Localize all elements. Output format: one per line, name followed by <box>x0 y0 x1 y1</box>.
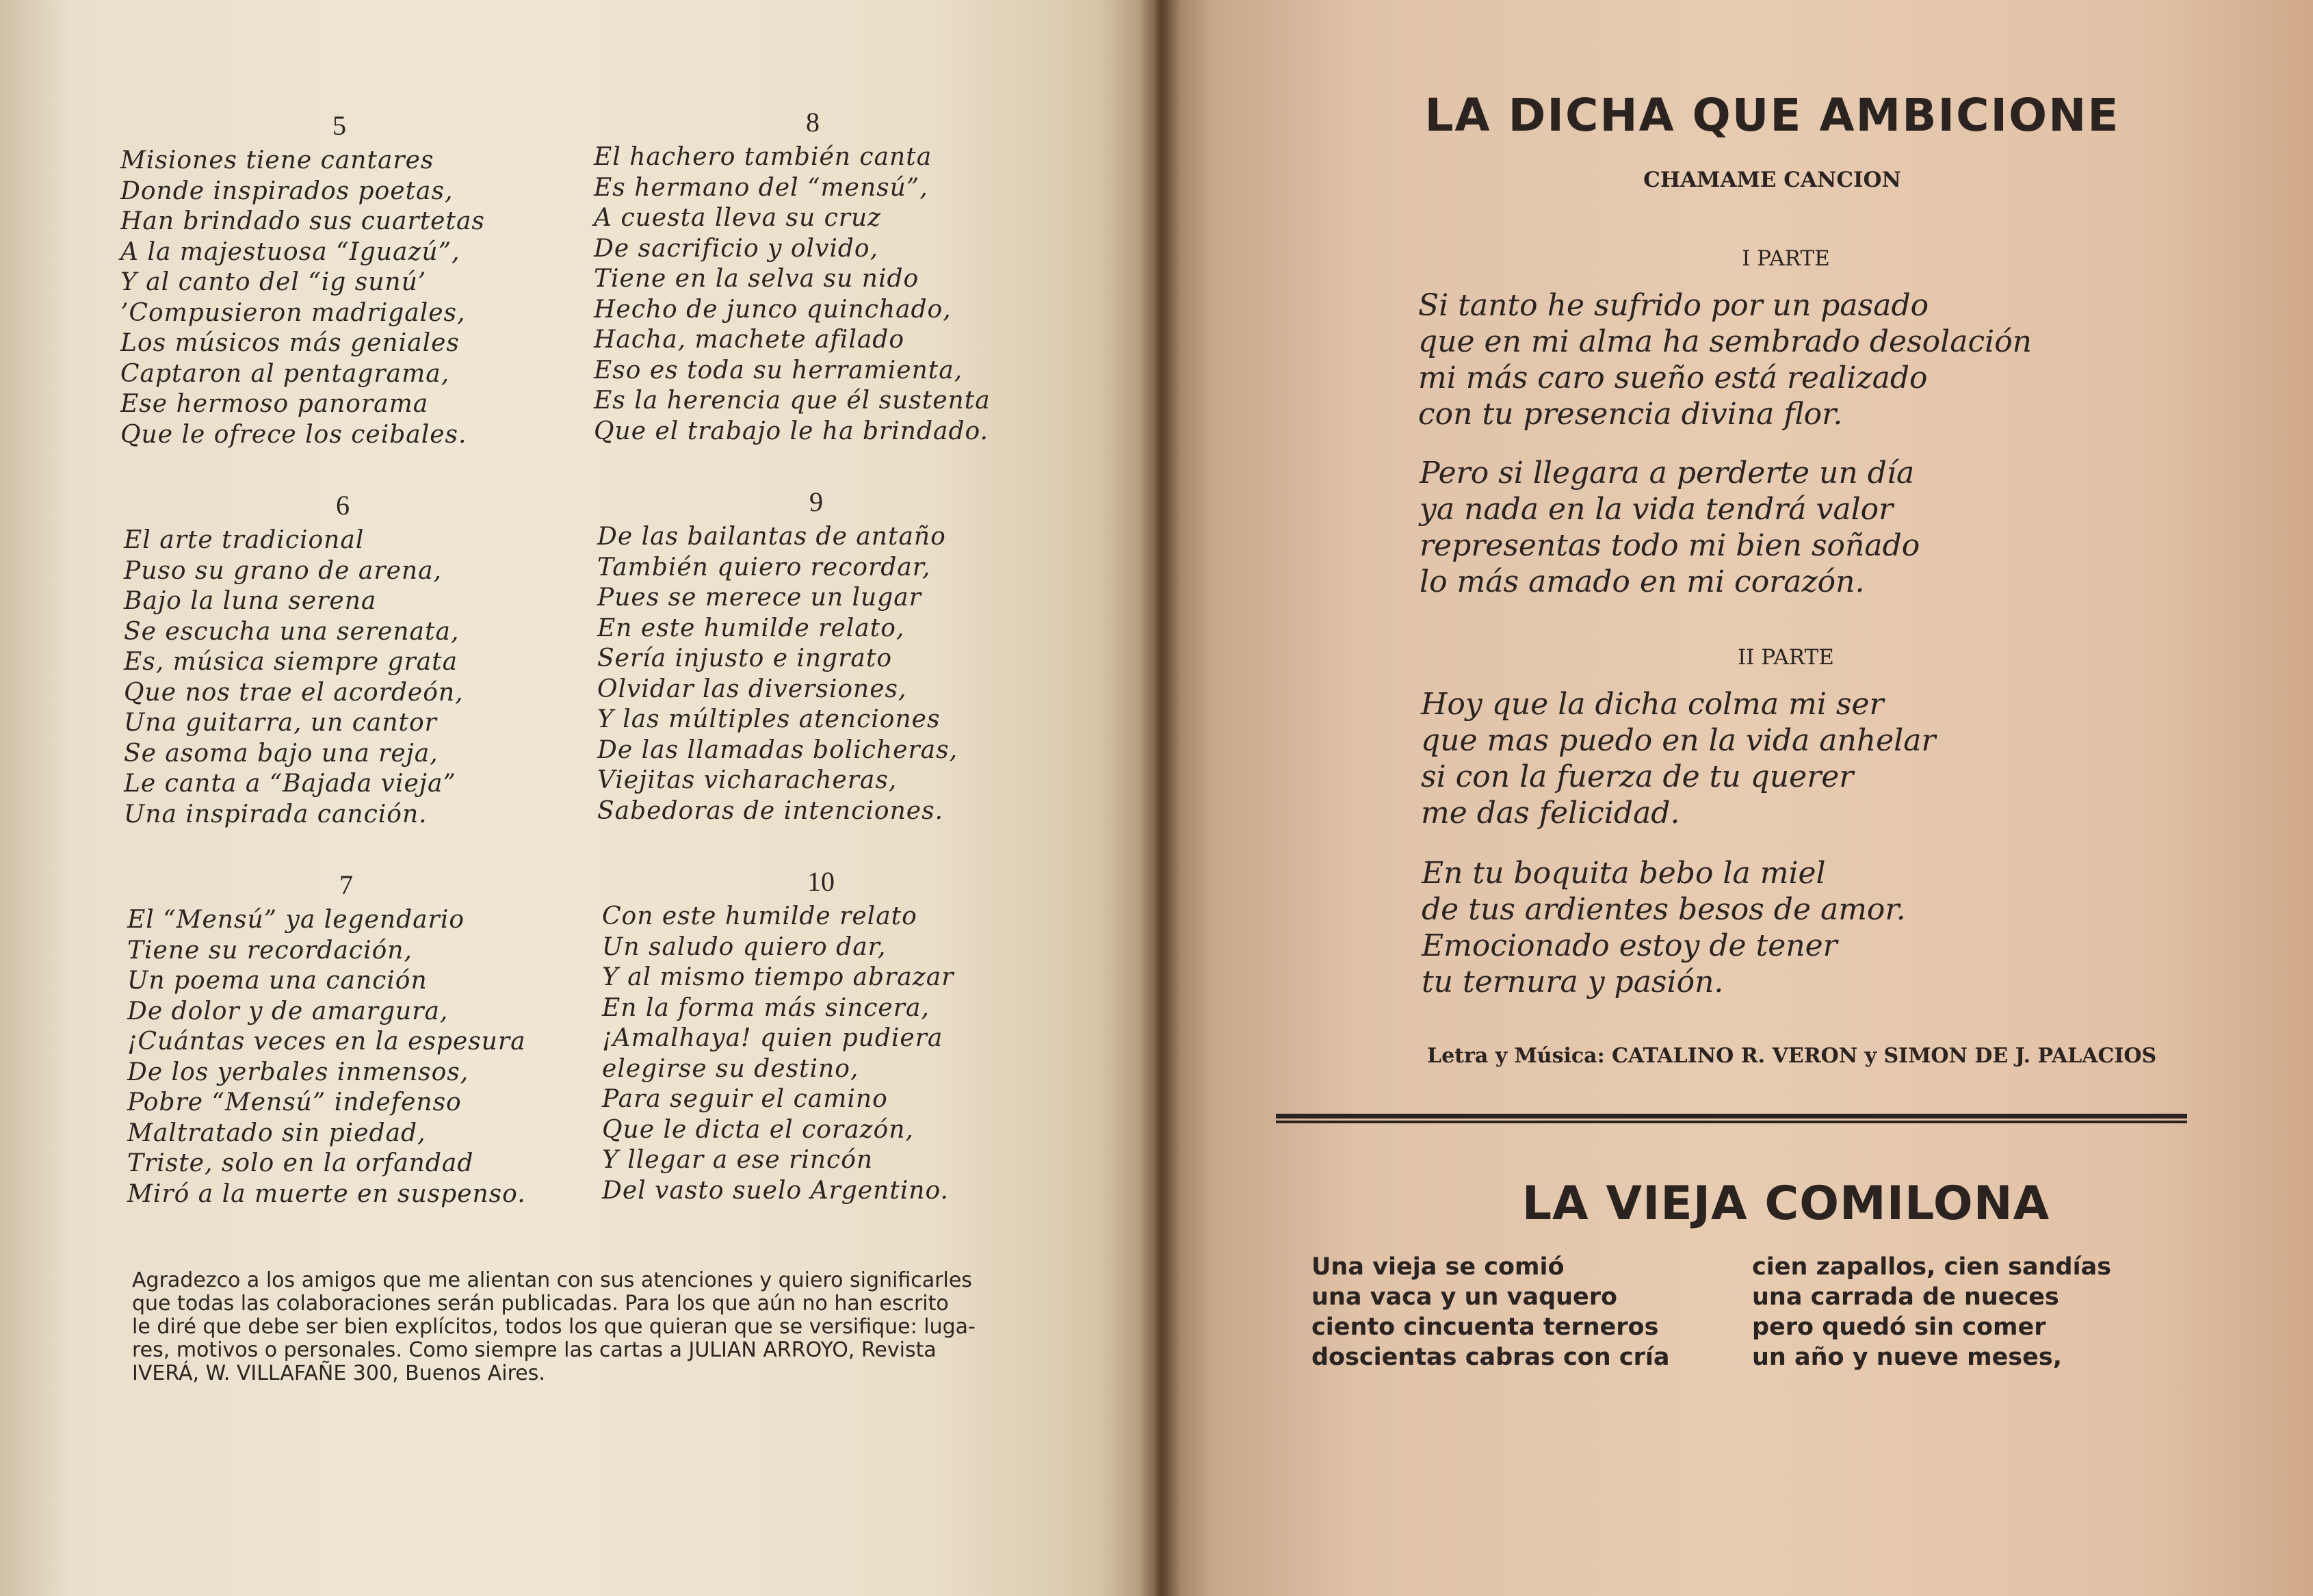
verse-line: elegirse su destino, <box>602 1054 859 1083</box>
section-divider-rule <box>1276 1114 2187 1123</box>
verse-line: El arte tradicional <box>124 526 365 554</box>
verse-line: De dolor y de amargura, <box>127 997 449 1025</box>
verse-line: Que el trabajo le ha brindado. <box>594 417 989 445</box>
verse-line: lo más amado en mi corazón. <box>1420 564 1865 599</box>
verse-line: una vaca y un vaquero <box>1311 1283 1618 1311</box>
verse-line: de tus ardientes besos de amor. <box>1422 892 1906 927</box>
verse-line: Si tanto he sufrido por un pasado <box>1418 288 1929 323</box>
verse-line: Con este humilde relato <box>602 902 917 930</box>
verse-line: Donde inspirados poetas, <box>120 176 454 205</box>
stanza-lines <box>124 525 562 830</box>
verse-line: Que le ofrece los ceibales. <box>120 420 467 449</box>
note-line: IVERÁ, W. VILLAFAÑE 300, Buenos Aires. <box>132 1361 545 1385</box>
verse-line: De los yerbales inmensos, <box>127 1058 469 1086</box>
right-page <box>1156 0 2313 1596</box>
verse-line: un año y nueve meses, <box>1752 1344 2063 1371</box>
verse-line: pero quedó sin comer <box>1752 1313 2046 1341</box>
stanza-lines <box>120 146 558 450</box>
verse-line: Que le dicta el corazón, <box>602 1115 914 1144</box>
verse-line: Emocionado estoy de tener <box>1422 928 1838 963</box>
verse-line: Le canta a “Bajada vieja” <box>124 770 456 798</box>
verse-line: Que nos trae el acordeón, <box>124 678 464 707</box>
verse-line: Una inspirada canción. <box>124 800 428 828</box>
stanza-lines <box>594 142 1032 447</box>
verse-line: Una vieja se comió <box>1311 1253 1565 1281</box>
stanza-lines <box>602 902 1040 1206</box>
verse-line: Triste, solo en la orfandad <box>127 1149 474 1177</box>
verse-line: A cuesta lleva su cruz <box>594 204 882 232</box>
stanza-lines <box>597 522 1035 826</box>
verse-line: En la forma más sincera, <box>602 993 930 1022</box>
stanza-number: 10 <box>807 866 835 897</box>
stanza-number: 8 <box>806 107 820 138</box>
verse-line: Es la herencia que él sustenta <box>594 387 991 415</box>
song-2-column-1 <box>1311 1252 1670 1372</box>
stanza-number: 6 <box>336 490 350 521</box>
verse-line: Han brindado sus cuartetas <box>120 207 485 235</box>
verse-line: Hacha, machete afilado <box>594 326 905 354</box>
verse-line: que mas puedo en la vida anhelar <box>1421 723 1936 758</box>
verse-line: Es, música siempre grata <box>124 648 458 676</box>
stanza-7 <box>127 869 565 1209</box>
stanza-5 <box>120 109 558 450</box>
verse-line: Hoy que la dicha colma mi ser <box>1421 687 1884 722</box>
verse-line: También quiero recordar, <box>597 553 931 581</box>
verse-line: Sabedoras de intenciones. <box>597 796 943 825</box>
part-2-label: II PARTE <box>1738 645 1834 670</box>
verse-line: Miró a la muerte en suspenso. <box>127 1179 526 1208</box>
verse-line: Pobre “Mensú” indefenso <box>127 1088 462 1116</box>
verse-line: tu ternura y pasión. <box>1422 965 1724 999</box>
part-1-stanza-1 <box>1418 287 2032 432</box>
verse-line: El hachero también canta <box>594 143 932 171</box>
song-2-title: LA VIEJA COMILONA <box>1521 1177 2050 1231</box>
part-1-label: I PARTE <box>1742 246 1830 271</box>
verse-line: cien zapallos, cien sandías <box>1752 1253 2112 1281</box>
stanza-10 <box>602 865 1040 1206</box>
stanza-8 <box>594 106 1032 447</box>
verse-line: mi más caro sueño está realizado <box>1418 361 1928 395</box>
verse-line: Y al canto del “ig sunú’ <box>120 268 427 296</box>
verse-line: Del vasto suelo Argentino. <box>602 1176 949 1205</box>
verse-line: Pero si llegara a perderte un día <box>1420 456 1915 490</box>
song-2-column-2 <box>1752 1252 2111 1372</box>
verse-line: Sería injusto e ingrato <box>597 644 893 672</box>
verse-line: De sacrificio y olvido, <box>594 234 879 263</box>
book-spine-shadow <box>1139 0 1180 1596</box>
stanza-number: 7 <box>339 869 353 900</box>
verse-line: Misiones tiene cantares <box>120 146 434 174</box>
verse-line: De las bailantas de antaño <box>597 523 946 551</box>
stanza-6 <box>124 489 562 830</box>
verse-line: doscientas cabras con cría <box>1311 1344 1670 1371</box>
verse-line: Un poema una canción <box>127 967 428 995</box>
verse-line: El “Mensú” ya legendario <box>127 906 465 934</box>
verse-line: ciento cincuenta terneros <box>1311 1313 1659 1341</box>
verse-line: Para seguir el camino <box>602 1085 888 1113</box>
verse-line: De las llamadas bolicheras, <box>597 735 958 764</box>
note-line: le diré que debe ser bien explícitos, todos los que quieran que se versifique: luga- <box>132 1315 976 1339</box>
verse-line: A la majestuosa “Iguazú”, <box>120 237 460 266</box>
verse-line: Un saludo quiero dar, <box>602 932 887 961</box>
verse-line: ¡Amalhaya! quien pudiera <box>602 1024 943 1052</box>
verse-line: Es hermano del “mensú”, <box>594 173 928 202</box>
verse-line: Ese hermoso panorama <box>120 390 429 418</box>
verse-line: si con la fuerza de tu querer <box>1421 759 1854 794</box>
verse-line: Tiene en la selva su nido <box>594 265 919 293</box>
verse-line: una carrada de nueces <box>1752 1283 2059 1311</box>
verse-line: Captaron al pentagrama, <box>120 359 450 388</box>
verse-line: En este humilde relato, <box>597 614 905 642</box>
editor-note <box>132 1269 1062 1385</box>
verse-line: Eso es toda su herramienta, <box>594 356 963 384</box>
note-line: res, motivos o personales. Como siempre las cartas a JULIAN ARROYO, Revista <box>132 1338 937 1362</box>
verse-line: Una guitarra, un cantor <box>124 709 437 737</box>
verse-line: representas todo mi bien soñado <box>1420 528 1920 563</box>
verse-line: Tiene su recordación, <box>127 936 413 965</box>
verse-line: Puso su grano de arena, <box>124 556 442 585</box>
verse-line: que en mi alma ha sembrado desolación <box>1418 324 2033 359</box>
verse-line: En tu boquita bebo la miel <box>1422 856 1826 891</box>
verse-line: Y las múltiples atenciones <box>597 705 941 733</box>
verse-line: Los músicos más geniales <box>120 329 460 357</box>
verse-line: Se asoma bajo una reja, <box>124 739 439 768</box>
verse-line: con tu presencia divina flor. <box>1418 397 1843 432</box>
stanza-lines <box>127 905 565 1209</box>
verse-line: Olvidar las diversiones, <box>597 675 907 703</box>
verse-line: Se escucha una serenata, <box>124 617 460 646</box>
verse-line: Y llegar a ese rincón <box>602 1146 874 1174</box>
song-title: LA DICHA QUE AMBICIONE <box>1424 89 2120 142</box>
stanza-number: 9 <box>809 486 823 517</box>
song-genre: CHAMAME CANCION <box>1643 168 1901 192</box>
part-1-stanza-2 <box>1420 455 1920 600</box>
song-credit: Letra y Música: CATALINO R. VERON y SIMON DE J. PALACIOS <box>1427 1044 2157 1068</box>
note-line: que todas las colaboraciones serán publicadas. Para los que aún no han escrito <box>132 1292 949 1316</box>
verse-line: Y al mismo tiempo abrazar <box>602 963 954 991</box>
stanza-9 <box>597 486 1035 826</box>
verse-line: Viejitas vicharacheras, <box>597 766 898 794</box>
verse-line: Hecho de junco quinchado, <box>594 295 952 324</box>
verse-line: Pues se merece un lugar <box>597 584 922 612</box>
verse-line: me das felicidad. <box>1421 796 1680 830</box>
verse-line: ya nada en la vida tendrá valor <box>1420 492 1894 527</box>
verse-line: Bajo la luna serena <box>124 587 377 615</box>
note-line: Agradezco a los amigos que me alientan con sus atenciones y quiero significarles <box>132 1268 972 1292</box>
stanza-number: 5 <box>332 110 346 141</box>
verse-line: ¡Cuántas veces en la espesura <box>127 1028 526 1056</box>
part-2-stanza-1 <box>1421 686 1936 831</box>
verse-line: Maltratado sin piedad, <box>127 1118 426 1147</box>
part-2-stanza-2 <box>1422 855 1906 1000</box>
verse-line: ’Compusieron madrigales, <box>120 298 466 327</box>
left-page <box>0 0 1156 1596</box>
